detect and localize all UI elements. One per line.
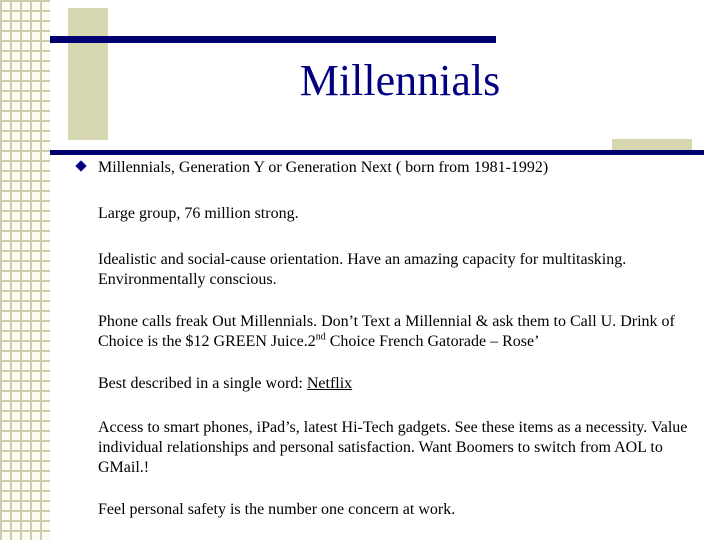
list-item-text: Phone calls freak Out Millennials. Don’t Text a Millennial & ask them to Call U. Drink of Choice is the $12 GREEN Juice.2 — [98, 313, 675, 350]
list-item: Feel personal safety is the number one concern at work. — [98, 501, 456, 518]
bullet-item: Millennials, Generation Y or Generation Next ( born from 1981-1992) — [98, 159, 549, 176]
list-item-text: Best described in a single word: — [98, 375, 307, 392]
bullet-diamond-icon — [75, 160, 86, 171]
slide-title: Millennials — [299, 56, 501, 105]
list-item: Large group, 76 million strong. — [98, 205, 299, 222]
superscript: nd — [315, 331, 326, 343]
list-item-text: Choice French Gatorade – Rose’ — [325, 333, 540, 350]
divider-rule — [50, 150, 704, 155]
list-item: Access to smart phones, iPad’s, latest Hi-Tech gadgets. See these items as a necessity. Value individual relationships and personal satisfaction. Want Boomers to switch from AOL to GMail.! — [98, 419, 688, 476]
list-item — [98, 312, 688, 352]
list-item — [98, 374, 352, 394]
decorative-grid — [0, 0, 50, 540]
decorative-block — [68, 8, 108, 140]
list-item: Idealistic and social-cause orientation. Have an amazing capacity for multitasking. Environmentally conscious. — [98, 251, 627, 288]
netflix-text: Netflix — [306, 375, 353, 392]
title-rule — [50, 36, 496, 43]
